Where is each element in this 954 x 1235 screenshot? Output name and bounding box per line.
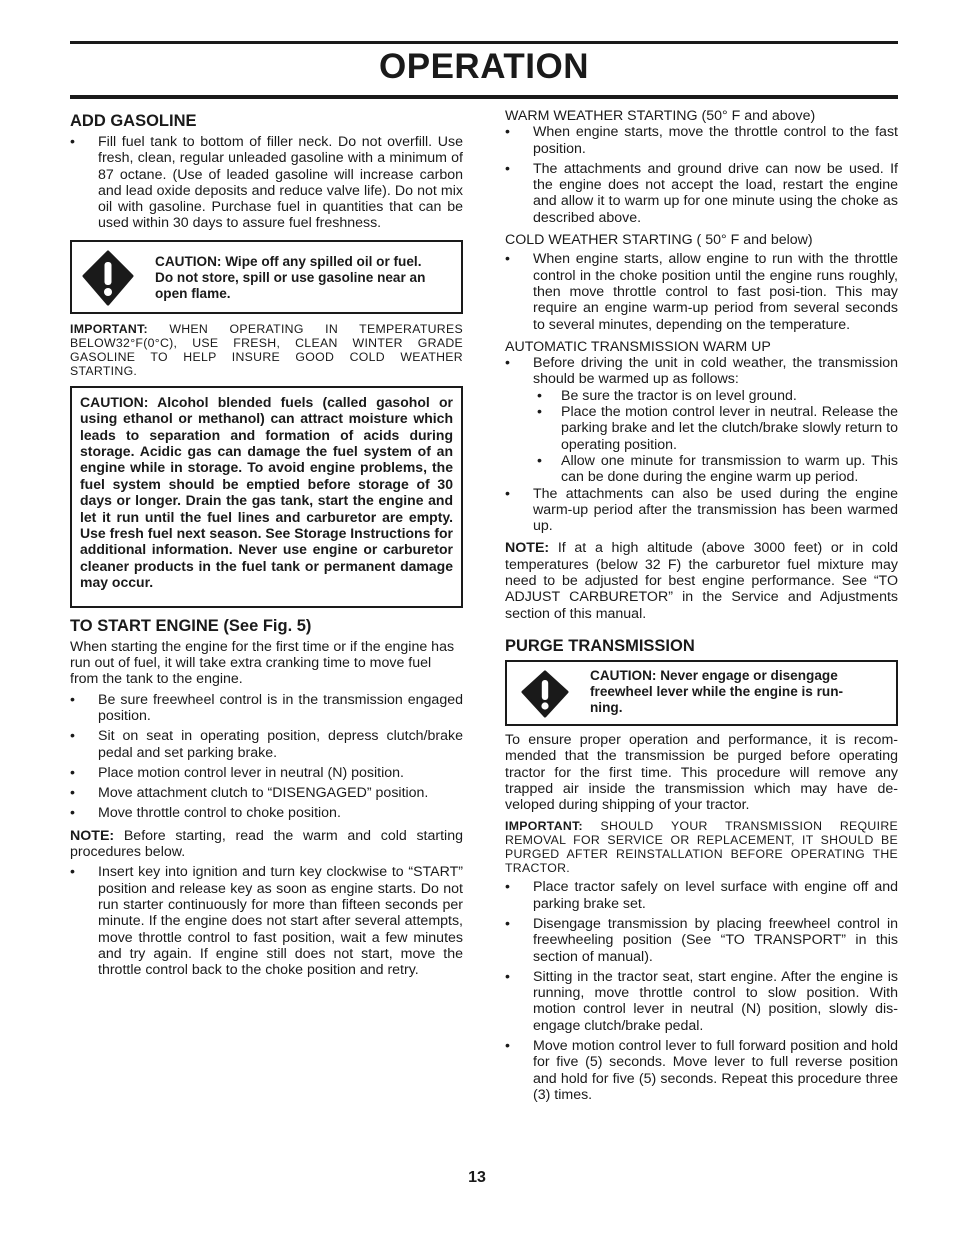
- caution-box-fuel: [70, 240, 463, 314]
- important-text: SHOULD YOUR TRANSMISSION REQUIRE REMOVAL FOR SERVICE OR REPLACEMENT, IT SHOULD BE PURGED AFTER REINSTALLATION BEFORE OPERATING THE TRACTOR.: [505, 819, 898, 876]
- start-engine-note: [70, 828, 463, 861]
- start-engine-list: [70, 692, 463, 822]
- start-engine-heading: TO START ENGINE (See Fig. 5): [70, 616, 312, 635]
- auto-trans-sublist: [533, 388, 898, 486]
- auto-trans-heading: AUTOMATIC TRANSMISSION WARM UP: [505, 338, 771, 355]
- sub-list-item: • Place the motion control lever in neutral. Release the parking brake and let the clutch/brake slowly return to operating position.: [533, 404, 898, 453]
- top-rule: [70, 41, 898, 44]
- caution-text: CAUTION: Never engage or disengage freewheel lever while the engine is run-ning.: [590, 667, 844, 715]
- important-text: WHEN OPERATING IN TEMPERATURES BELOW32°F(0°C), USE FRESH, CLEAN WINTER GRADE GASOLINE TO HELP INSURE GOOD COLD WEATHER STARTING.: [70, 321, 463, 378]
- list-item: • Move motion control lever to full forward position and hold for five (5) seconds. Move lever to full reverse position and hold for five (5) seconds. Repeat this procedure three (3) times.: [505, 1038, 898, 1103]
- note-label: NOTE:: [505, 540, 550, 557]
- list-item: • Fill fuel tank to bottom of filler neck. Do not overfill. Use fresh, clean, regular unleaded gasoline with a minimum of 87 octane. (Use of leaded gasoline will increase carbon and lead oxide deposits and reduce valve life). Do not mix oil with gasoline. Purchase fuel in quantities that can be used within 30 days to assure fuel freshness.: [70, 134, 463, 232]
- add-gasoline-heading: ADD GASOLINE: [70, 112, 197, 130]
- purge-intro: To ensure proper operation and performance, it is recom-mended that the transmission be purged before operating tractor for the first time. This procedure will remove any trapped air inside the transmission which may have de-veloped during shipping of your tractor.: [505, 731, 898, 814]
- warm-weather-heading: WARM WEATHER STARTING (50° F and above): [505, 108, 816, 124]
- list-item: • When engine starts, allow engine to run with the throttle control in the choke position until the engine runs roughly, then move throttle control to fast posi-tion. This may require an engine warm-up period from several seconds to several minutes, depending on the temperature.: [505, 251, 898, 332]
- purge-list: [505, 879, 898, 1103]
- list-item: • Disengage transmission by placing freewheel control in freewheeling position (See “TO TRANSPORT” in this section of manual).: [505, 916, 898, 965]
- purge-heading: PURGE TRANSMISSION: [505, 636, 695, 655]
- list-item: • Be sure freewheel control is in the transmission engaged position.: [70, 692, 463, 725]
- caution-box-purge: [505, 660, 898, 726]
- list-item: [505, 355, 898, 485]
- page-number: 13: [468, 1169, 486, 1186]
- left-column: [70, 108, 463, 982]
- list-item: • Move attachment clutch to “DISENGAGED” position.: [70, 785, 463, 801]
- warning-icon: [521, 670, 569, 718]
- list-item: • Place tractor safely on level surface with engine off and parking brake set.: [505, 879, 898, 912]
- important-label: IMPORTANT:: [70, 321, 148, 336]
- note-text: Before starting, read the warm and cold starting procedures below.: [70, 827, 463, 861]
- list-item-text: Before driving the unit in cold weather, the transmission should be warmed up as follows:: [533, 355, 898, 388]
- cold-weather-list: [505, 251, 898, 332]
- sub-list-item: • Allow one minute for transmission to warm up. This can be done during the engine warm up period.: [533, 453, 898, 486]
- important-note: [70, 322, 463, 378]
- list-item: • Place motion control lever in neutral (N) position.: [70, 765, 463, 781]
- note-text: If at a high altitude (above 3000 feet) or in cold temperatures (below 32 F) the carburetor fuel mixture may need to be adjusted for best engine performance. See “TO ADJUST CARBURETOR” in the Service and Adjustments section of this manual.: [505, 540, 898, 622]
- list-item: • When engine starts, move the throttle control to the fast position.: [505, 124, 898, 157]
- start-engine-list-2: [70, 864, 463, 978]
- auto-trans-note: [505, 540, 898, 621]
- list-item: • Sitting in the tractor seat, start engine. After the engine is running, move throttle control to slow position. With motion control lever in neutral (N) position, slowly dis-engage clutch/brake pedal.: [505, 969, 898, 1034]
- auto-trans-list: [505, 355, 898, 534]
- important-label: IMPORTANT:: [505, 819, 583, 834]
- caution-box-alcohol: [70, 386, 463, 608]
- caution-text: CAUTION: Wipe off any spilled oil or fuel. Do not store, spill or use gasoline near an open flame.: [155, 253, 426, 301]
- add-gasoline-list: [70, 134, 463, 232]
- note-label: NOTE:: [70, 827, 115, 844]
- start-engine-intro: When starting the engine for the first time or if the engine has run out of fuel, it will take extra cranking time to move fuel from the tank to the engine.: [70, 638, 455, 688]
- right-column: [505, 108, 898, 1107]
- list-item: • Insert key into ignition and turn key clockwise to “START” position and release key as soon as engine starts. Do not run starter continuously for more than fifteen seconds per minute. If the engine does not start after several attempts, move throttle control to fast position, wait a few minutes and try again. If engine still does not start, move the throttle control back to the choke position and retry.: [70, 864, 463, 978]
- sub-list-item: • Be sure the tractor is on level ground.: [533, 388, 898, 404]
- title-rule: [70, 95, 898, 99]
- list-item: • The attachments and ground drive can now be used. If the engine does not accept the load, restart the engine and allow it to warm up for one minute using the choke as described above.: [505, 161, 898, 226]
- warning-icon: [82, 250, 134, 306]
- warm-weather-list: [505, 124, 898, 226]
- page-title: OPERATION: [379, 47, 589, 86]
- list-item: • The attachments can also be used during the engine warm-up period after the transmission has been warmed up.: [505, 486, 898, 535]
- cold-weather-heading: COLD WEATHER STARTING ( 50° F and below): [505, 232, 813, 249]
- list-item: • Move throttle control to choke position.: [70, 805, 463, 821]
- list-item: • Sit on seat in operating position, depress clutch/brake pedal and set parking brake.: [70, 728, 463, 761]
- caution-text: CAUTION: Alcohol blended fuels (called gasohol or using ethanol or methanol) can attract moisture which leads to separation and formation of acids during storage. Acidic gas can damage the fuel system of an engine while in storage. To avoid engine problems, the fuel system should be emptied before storage of 30 days or longer. Drain the gas tank, start the engine and let it run until the fuel lines and carburetor are empty. Use fresh fuel next season. See Storage Instructions for additional information. Never use engine or carburetor cleaner products in the fuel tank or permanent damage may occur.: [80, 393, 453, 591]
- purge-important: [505, 819, 898, 875]
